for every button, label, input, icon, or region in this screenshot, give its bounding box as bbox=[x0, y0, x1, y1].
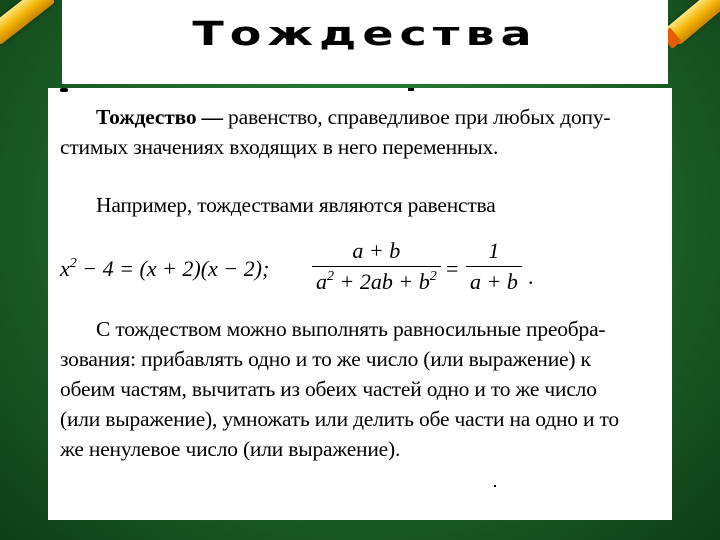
fraction-right bbox=[466, 238, 522, 295]
example-intro bbox=[60, 190, 656, 220]
pencil-decoration-left bbox=[0, 0, 55, 45]
definition-line-1 bbox=[60, 102, 656, 132]
transform-line-2: зования: прибавлять одно и то же число (или выражение) к bbox=[60, 347, 591, 371]
pencil-decoration-right bbox=[666, 0, 720, 45]
textbook-excerpt bbox=[48, 88, 672, 520]
transform-line-5: же ненулевое число (или выражение). bbox=[60, 437, 401, 461]
identity-formulas bbox=[60, 238, 620, 308]
transform-paragraph bbox=[60, 314, 656, 464]
slide-title: Тождества bbox=[192, 14, 538, 53]
definition-paragraph bbox=[60, 102, 656, 162]
stray-dot bbox=[494, 485, 496, 487]
transform-line-1: С тождеством можно выполнять равносильные преобра- bbox=[96, 317, 606, 341]
transform-line-3: обеим частям, вычитать из обеих частей одно и то же число bbox=[60, 377, 597, 401]
identity-equation-1: $x^2 - 4 = (x + 2)(x - 2)$; bbox=[60, 256, 270, 281]
fraction-right-denominator: a + b bbox=[466, 266, 522, 295]
cropped-text-fragment bbox=[60, 88, 68, 92]
title-card bbox=[62, 0, 668, 84]
transform-line-4: (или выражение), умножать или делить обе части на одно и то bbox=[60, 407, 619, 431]
definition-term: Тождество — bbox=[96, 105, 223, 129]
fraction-left bbox=[312, 238, 441, 295]
definition-text: равенство, справедливое при любых допу- bbox=[228, 105, 611, 129]
fraction-equals: = bbox=[446, 256, 459, 281]
formula-period: . bbox=[528, 264, 534, 289]
definition-line-2: стимых значениях входящих в него переменных. bbox=[60, 135, 499, 159]
cropped-text-fragment bbox=[408, 88, 414, 91]
example-intro-line: Например, тождествами являются равенства bbox=[96, 193, 496, 217]
fraction-left-numerator: a + b bbox=[352, 238, 401, 263]
fraction-right-numerator: 1 bbox=[488, 238, 500, 263]
fraction-left-denominator: $a^2 + 2ab + b^2$ bbox=[312, 266, 441, 295]
